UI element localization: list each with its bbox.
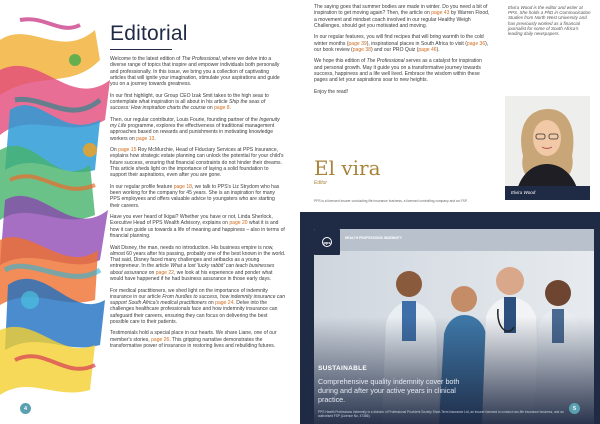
text-run: Welcome to the latest edition of [110,56,182,62]
editor-portrait [505,96,590,198]
text-run: . This gripping narrative demonstrates the transformative power of insurance in restoring lives and rebuilding futures. [110,336,276,350]
pps-logo [314,229,340,255]
paint-splash-illustration [0,0,115,424]
italic-title: Ship the seas of success: How inspiration charts the course [110,98,266,112]
page-reference-link[interactable]: page 22 [155,269,174,276]
page-number-left: 4 [20,403,31,414]
advert-tag: SUSTAINABLE [318,365,368,372]
text-run: Walt Disney, the man, needs no introduction. His business empire is now, almost 60 years after his passing, probably one of the best known in the world. That said, Disney faced many challenges and setbacks as a young entrepreneur. In the article [110,244,286,270]
text-run: serves as a catalyst for inspiration and personal growth. May it guide you on a transformative journey towards success, happiness and a life well lived. Embrace the wisdom within these pages and let your aspirations soar to new heights. [314,58,482,84]
advert-fine-print: PPS Health Professions Indemnity is a division of Professional Provident Society Short-Term Insurance Ltd, an insurer licensed to conduct non-life insurance business, and an authorised FSP (Licence No. 47386). [318,410,564,418]
text-run: on [147,269,156,276]
text-run: Then, our regular contributor, Louis Fourie, founding partner of the [110,116,260,123]
paragraph [110,117,286,142]
signature-role: Editor [314,180,328,186]
paragraph [110,330,286,349]
pps-logo-mark: pps [322,237,332,247]
text-run: , where we delve into a diverse range of topics that inspire and empower individuals both personally and professionally. In this issue, we bring you a collection of captivating articles that will ignite your imagination, stimulate your aspirations and guide you on a journey towards greatness. [110,56,280,88]
paragraph [110,147,286,178]
text-run: The saying goes that summer bodies are made in winter. Do you need a bit of inspiration to get moving again? Then, the article on [314,4,488,17]
text-run: We hope this edition of [314,58,367,65]
title-underline [110,49,172,50]
text-run: In our regular features, you will find recipes that will bring warmth to the cold winter months ( [314,34,484,47]
text-run: In our regular profile feature [110,183,174,190]
text-run: , we talk to PPS's Liz Strydom who has been working for the company for 45 years. She is an inspiration for many PPS employees and offers valuable advice to youngsters who are starting their careers. [110,183,280,209]
text-run: on [206,300,216,307]
text-run: by Warren Flood, a movement and mindset coach involved in our regular Healthy Weigh Challenges, should get you motivated and moving. [314,10,490,29]
text-run: ). [436,46,440,53]
left-body-text [110,56,286,355]
paragraph [110,245,286,283]
page-title: Editorial [110,22,188,45]
page-reference-link[interactable]: page 38 [352,46,371,53]
text-run: Have you ever heard of Ikigai? Whether you have or not, Linda Sherlock, Executive Head of PPS Wealth Advisory, explains on [110,214,273,227]
text-run: . Delve into the challenges healthcare professionals face and how indemnity insurance can safeguard their careers, ensuring they can focus on delivering the best possible care to their patients. [110,300,278,325]
editor-signature: El vira [314,156,381,180]
paragraph [110,93,286,112]
text-run: , we look at his experience and ponder what would have happened if he had business assurance in those early days. [110,269,273,283]
text-run: what it is and how it can guide us towards a life of meaning and happiness – also in terms of financial planning. [110,220,285,240]
page-reference-link[interactable]: page 43 [431,10,450,17]
paragraph [314,58,490,83]
insurer-disclaimer: PPS is a licensed insurer conducting life insurance business, a licensed controlling company and an FSP. [314,199,468,203]
paragraph [314,34,490,53]
paragraph [314,89,490,95]
page-reference-link[interactable]: page 8 [214,105,230,112]
paragraph [110,56,286,87]
text-run: Roy McMurchie, Head of Fiduciary Services at PPS Insurance, explains how strategic estate planning can unlock the potential for your child's future success, ensuring that financial constraints do not hinder their dreams. This article sheds light on the importance of laying a solid foundation to support their aspirations, even after you are gone. [110,147,284,179]
italic-title: Ingenuity my Life [110,116,280,130]
right-page [300,0,600,424]
text-run: Enjoy the read! [314,88,348,95]
portrait-caption: Elvira Wood [505,186,590,200]
text-run: ), our book review ( [314,40,489,53]
editor-bio: Elvira Wood is the editor and writer at PPS. She holds a PhD in Communication Studies from North West University and has previously worked as a financial journalist for some of South Africa's leading daily newspapers. [508,5,591,37]
text-run: . [229,105,231,112]
page-reference-link[interactable]: page 24 [215,300,234,307]
page-reference-link[interactable]: page 18 [173,183,192,190]
paragraph [110,288,286,326]
right-body-text [314,4,490,100]
advert-brand: HEALTH PROFESSIONS INDEMNITY [345,236,402,240]
page-reference-link[interactable]: page 46 [418,46,437,53]
text-run: on [205,105,215,112]
text-run: Testimonials hold a special place in our hearts. We share Liane, one of our member's stories, [110,330,277,343]
paragraph [110,184,286,209]
paragraph [314,4,490,29]
italic-title: The Professional [366,58,405,65]
page-reference-link[interactable]: page 20 [229,220,248,227]
page-reference-link[interactable]: page 26 [151,336,170,343]
text-run: programme, explores the effectiveness of traditional management approaches based on rewards and punishments in motivating knowledge workers on [110,123,275,142]
editor-portrait-illustration [505,96,590,198]
text-run: For medical practitioners, we shed light on the importance of indemnity insurance in our article [110,287,268,300]
italic-title: What a lost 'lucky rabbit' can teach businesses about assurance [110,263,275,276]
page-reference-link[interactable]: page 15 [118,147,137,154]
page-reference-link[interactable]: page 36 [466,40,486,47]
text-run: . [154,135,156,142]
italic-title: The Professional [181,56,220,62]
paragraph [110,214,286,239]
advert-headline: Comprehensive quality indemnity cover both during and after your active years in clinical practice. [318,377,460,404]
page-reference-link[interactable]: page 13 [136,135,155,142]
italic-title: From hurdles to success, how indemnity insurance can support South Africa's medical practitioners [110,293,286,307]
text-run: ), inspirational places in South Africa to visit ( [366,40,467,47]
text-run: ) and our PRO Quiz ( [370,46,419,53]
page-number-right: 5 [569,403,580,414]
text-run: On [110,147,119,154]
text-run: In our first highlight, our Group CEO Izak Smit takes to the high seas to contemplate what inspiration is all about in his article [110,92,269,105]
indemnity-advert [300,212,600,424]
page-reference-link[interactable]: page 39 [348,40,367,47]
